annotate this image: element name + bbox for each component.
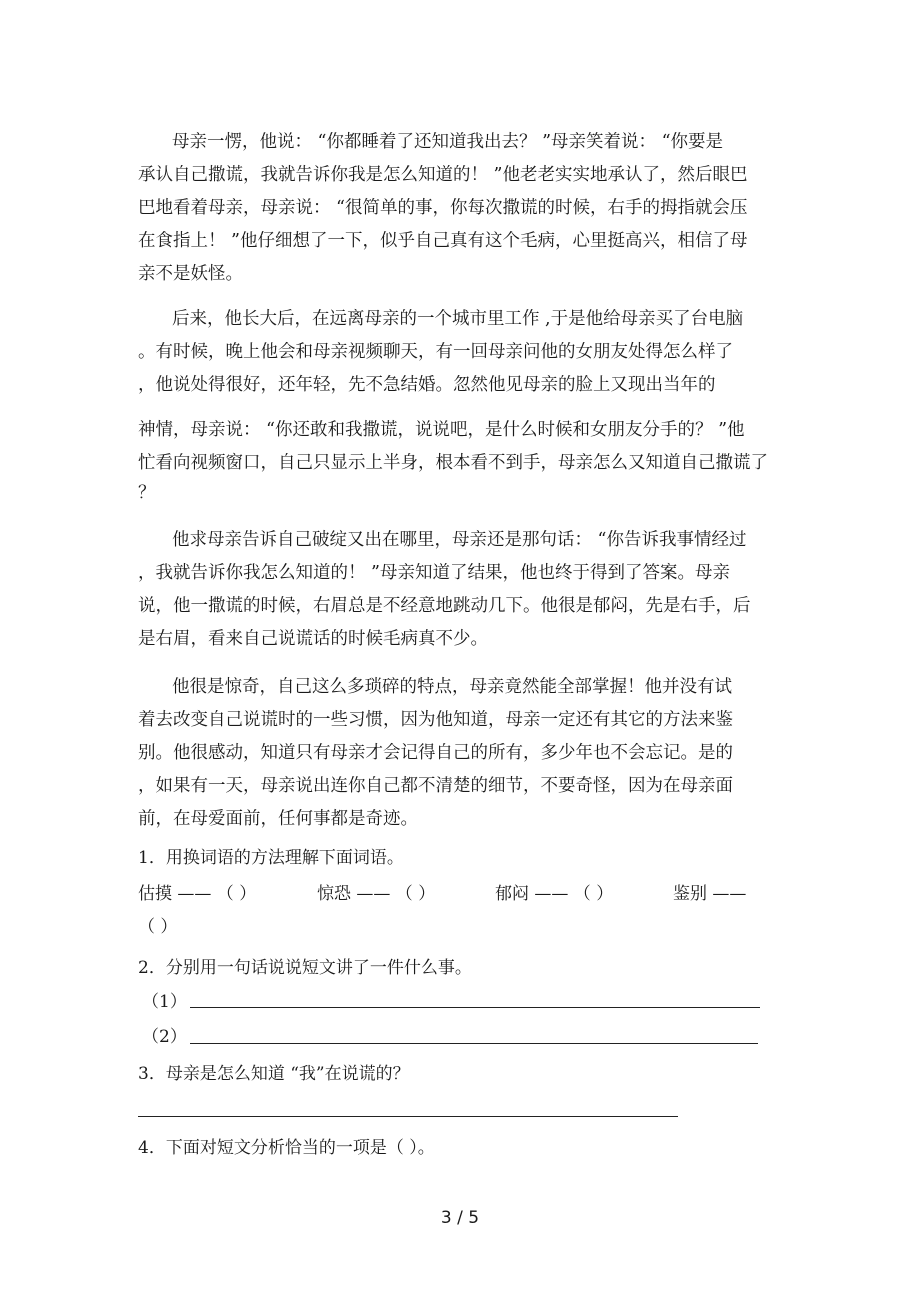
p1-line-5: 亲不是妖怪。 xyxy=(138,264,243,284)
p3-line-1: 他求母亲告诉自己破绽又出在哪里，母亲还是那句话： “你告诉我事情经过 xyxy=(172,530,747,550)
p4-line-4: ，如果有一天，母亲说出连你自己都不清楚的细节，不要奇怪，因为在母亲面 xyxy=(138,776,733,796)
page-number: 3 / 5 xyxy=(440,1208,480,1228)
q1-word-2: 惊恐 —— （ ） xyxy=(317,884,436,904)
q2-answer-line-2[interactable] xyxy=(190,1043,758,1044)
question-4-title: 4．下面对短文分析恰当的一项是（ ）。 xyxy=(138,1138,435,1158)
p1-line-4: 在食指上！ ”他仔细想了一下，似乎自己真有这个毛病，心里挺高兴，相信了母 xyxy=(138,231,748,251)
p4-line-3: 别。他很感动，知道只有母亲才会记得自己的所有，多少年也不会忘记。是的 xyxy=(138,743,733,763)
p1-line-2: 承认自己撒谎，我就告诉你我是怎么知道的！ ”他老老实实地承认了，然后眼巴 xyxy=(138,165,748,185)
question-2-title: 2．分别用一句话说说短文讲了一件什么事。 xyxy=(138,958,472,978)
p2-line-2: 。有时候，晚上他会和母亲视频聊天，有一回母亲问他的女朋友处得怎么样了 xyxy=(138,342,733,362)
q1-word-3: 郁闷 —— （ ） xyxy=(495,884,614,904)
p2-line-6: ？ xyxy=(138,483,156,503)
q2-item-2-label: （2） xyxy=(142,1027,187,1047)
p1-line-1: 母亲一愣，他说： “你都睡着了还知道我出去？ ”母亲笑着说： “你要是 xyxy=(172,132,724,152)
q1-word-4: 鉴别 —— xyxy=(673,884,747,904)
p4-line-5: 前，在母爱面前，任何事都是奇迹。 xyxy=(138,809,418,829)
p2-line-3: ，他说处得很好，还年轻，先不急结婚。忽然他见母亲的脸上又现出当年的 xyxy=(138,375,716,395)
q1-answer-paren-4[interactable]: （ ） xyxy=(138,917,178,937)
p1-line-3: 巴地看着母亲，母亲说： “很简单的事，你每次撒谎的时候，右手的拇指就会压 xyxy=(138,198,748,218)
p3-line-3: 说，他一撒谎的时候，右眉总是不经意地跳动几下。他很是郁闷，先是右手，后 xyxy=(138,596,751,616)
question-1-title: 1．用换词语的方法理解下面词语。 xyxy=(138,848,404,868)
q2-item-1-label: （1） xyxy=(142,992,187,1012)
q1-word-1: 估摸 —— （ ） xyxy=(138,884,257,904)
p2-line-5: 忙看向视频窗口，自己只显示上半身，根本看不到手，母亲怎么又知道自己撒谎了 xyxy=(138,453,768,473)
p3-line-4: 是右眉，看来自己说谎话的时候毛病真不少。 xyxy=(138,629,488,649)
p2-line-4: 神情，母亲说： “你还敢和我撒谎，说说吧，是什么时候和女朋友分手的？ ”他 xyxy=(138,420,745,440)
p4-line-2: 着去改变自己说谎时的一些习惯，因为他知道，母亲一定还有其它的方法来鉴 xyxy=(138,710,733,730)
q3-answer-line[interactable] xyxy=(138,1116,678,1117)
question-3-title: 3．母亲是怎么知道 “我”在说谎的？ xyxy=(138,1064,410,1084)
p3-line-2: ，我就告诉你我怎么知道的！ ”母亲知道了结果，他也终于得到了答案。母亲 xyxy=(138,563,731,583)
p4-line-1: 他很是惊奇，自己这么多琐碎的特点，母亲竟然能全部掌握！他并没有试 xyxy=(172,677,732,697)
q2-answer-line-1[interactable] xyxy=(190,1007,760,1008)
p2-line-1: 后来，他长大后，在远离母亲的一个城市里工作 ,于是他给母亲买了台电脑 xyxy=(172,309,744,329)
